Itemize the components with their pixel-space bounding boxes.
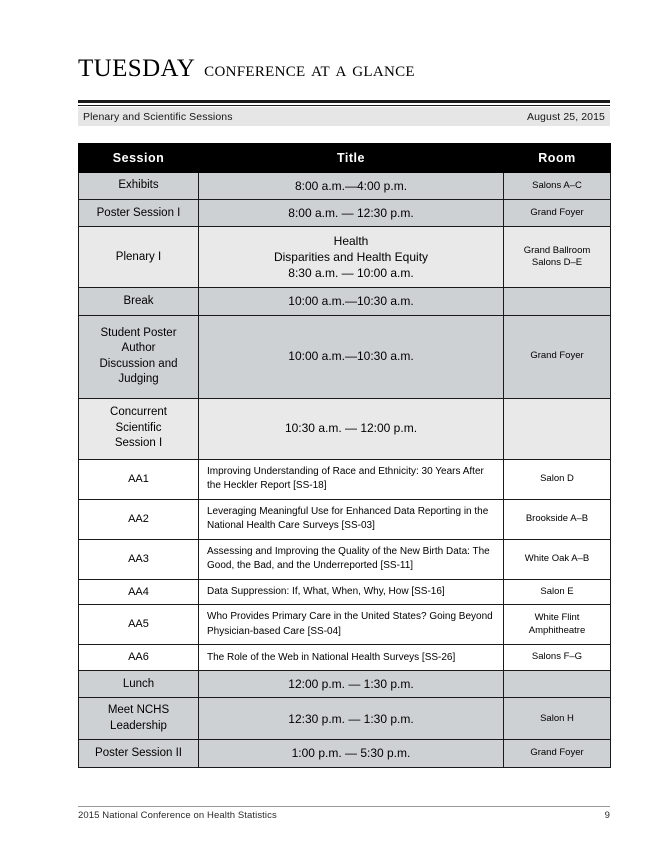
cell-session: Break: [79, 288, 199, 315]
table-row: [79, 740, 611, 767]
page-footer: [78, 810, 610, 821]
header-rule-thick: [78, 100, 610, 103]
table-row: [79, 398, 611, 459]
schedule-table-head: [79, 144, 611, 173]
cell-room: Grand Foyer: [504, 315, 611, 398]
cell-title: Who Provides Primary Care in the United States? Going Beyond Physician-based Care [SS-04]: [199, 605, 504, 645]
footer-page-number: 9: [604, 810, 610, 821]
cell-session: Concurrent Scientific Session I: [79, 398, 199, 459]
table-row: [79, 499, 611, 539]
cell-room: Salon E: [504, 579, 611, 605]
table-row: [79, 459, 611, 499]
cell-title: Leveraging Meaningful Use for Enhanced Data Reporting in the National Health Care Surveys [SS-03]: [199, 499, 504, 539]
table-row: [79, 173, 611, 200]
cell-session: AA4: [79, 579, 199, 605]
cell-title: The Role of the Web in National Health Surveys [SS-26]: [199, 645, 504, 671]
table-row: [79, 200, 611, 227]
cell-title: 10:00 a.m.—10:30 a.m.: [199, 288, 504, 315]
cell-session: Meet NCHS Leadership: [79, 698, 199, 740]
table-row: [79, 671, 611, 698]
section-label: Plenary and Scientific Sessions: [83, 110, 233, 123]
cell-room: Brookside A–B: [504, 499, 611, 539]
cell-title: 10:00 a.m.—10:30 a.m.: [199, 315, 504, 398]
cell-room: [504, 288, 611, 315]
cell-room: Salons F–G: [504, 645, 611, 671]
section-date: August 25, 2015: [527, 110, 605, 123]
cell-title: 1:00 p.m. — 5:30 p.m.: [199, 740, 504, 767]
schedule-table: [78, 143, 611, 768]
cell-room: Grand Foyer: [504, 740, 611, 767]
footer-conference-name: 2015 National Conference on Health Statistics: [78, 810, 277, 821]
cell-session: AA6: [79, 645, 199, 671]
section-info-band: [78, 107, 610, 126]
table-row: [79, 227, 611, 288]
cell-title: 10:30 a.m. — 12:00 p.m.: [199, 398, 504, 459]
table-row: [79, 288, 611, 315]
cell-title: Assessing and Improving the Quality of the New Birth Data: The Good, the Bad, and the Underreported [SS-11]: [199, 539, 504, 579]
footer-rule: [78, 806, 610, 807]
cell-room: Grand Ballroom Salons D–E: [504, 227, 611, 288]
cell-title: 8:00 a.m. — 12:30 p.m.: [199, 200, 504, 227]
cell-session: Student Poster Author Discussion and Judging: [79, 315, 199, 398]
cell-title: Improving Understanding of Race and Ethnicity: 30 Years After the Heckler Report [SS-18]: [199, 459, 504, 499]
cell-room: [504, 671, 611, 698]
cell-room: [504, 398, 611, 459]
cell-session: AA5: [79, 605, 199, 645]
cell-session: AA1: [79, 459, 199, 499]
table-row: [79, 698, 611, 740]
cell-title: Data Suppression: If, What, When, Why, How [SS-16]: [199, 579, 504, 605]
page-subtitle: conference at a glance: [204, 57, 415, 81]
cell-room: White Oak A–B: [504, 539, 611, 579]
table-row: [79, 645, 611, 671]
masthead: [78, 47, 610, 82]
table-row: [79, 315, 611, 398]
cell-title: Health Disparities and Health Equity 8:30 a.m. — 10:00 a.m.: [199, 227, 504, 288]
masthead-line: [78, 47, 610, 82]
cell-session: Poster Session II: [79, 740, 199, 767]
cell-room: Salon D: [504, 459, 611, 499]
column-header-title: Title: [199, 144, 504, 173]
cell-session: Exhibits: [79, 173, 199, 200]
table-row: [79, 539, 611, 579]
cell-session: Lunch: [79, 671, 199, 698]
cell-room: White Flint Amphitheatre: [504, 605, 611, 645]
cell-title: 12:00 p.m. — 1:30 p.m.: [199, 671, 504, 698]
page-title: tuesday: [78, 45, 196, 84]
column-header-session: Session: [79, 144, 199, 173]
cell-session: Plenary I: [79, 227, 199, 288]
schedule-table-body: [79, 173, 611, 768]
header-rule-thin: [78, 105, 610, 106]
cell-room: Salons A–C: [504, 173, 611, 200]
cell-session: Poster Session I: [79, 200, 199, 227]
cell-title: 8:00 a.m.—4:00 p.m.: [199, 173, 504, 200]
table-row: [79, 579, 611, 605]
cell-session: AA2: [79, 499, 199, 539]
table-row: [79, 605, 611, 645]
table-header-row: [79, 144, 611, 173]
cell-room: Salon H: [504, 698, 611, 740]
column-header-room: Room: [504, 144, 611, 173]
cell-room: Grand Foyer: [504, 200, 611, 227]
cell-session: AA3: [79, 539, 199, 579]
cell-title: 12:30 p.m. — 1:30 p.m.: [199, 698, 504, 740]
